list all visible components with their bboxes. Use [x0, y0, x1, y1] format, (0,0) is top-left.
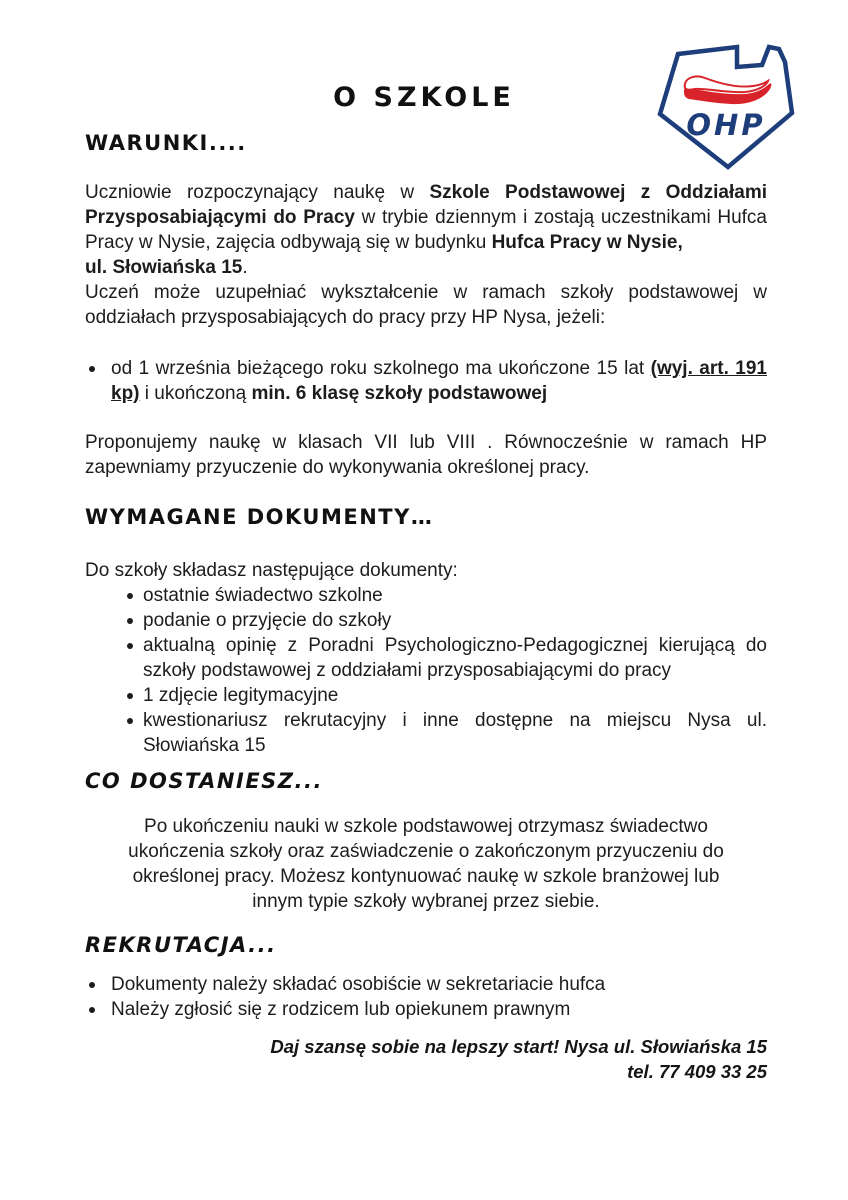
paragraph-conditions-intro: Uczeń może uzupełniać wykształcenie w ramach szkoły podstawowej w oddziałach przysposabiających do pracy przy HP Nysa, jeżeli: [85, 282, 767, 328]
section-rekrutacja [85, 932, 767, 1022]
section-co-dostaniesz [85, 768, 767, 914]
paragraph-outcome: Po ukończeniu nauki w szkole podstawowej otrzymasz świadectwo ukończenia szkoły oraz zaświadczenie o zakończonym przyuczeniu do określonej pracy. Możesz kontynuować naukę w szkole branżowej lub innym typie szkoły wybranej przez siebie. [128, 816, 724, 912]
list-item: aktualną opinię z Poradni Psychologiczno-Pedagogicznej kierującą do szkoły podstawowej z oddziałami przysposabiającymi do pracy [125, 633, 767, 683]
conditions-list [85, 356, 767, 406]
list-item: 1 zdjęcie legitymacyjne [125, 683, 767, 708]
paragraph-classes-offer: Proponujemy naukę w klasach VII lub VIII . Równocześnie w ramach HP zapewniamy przyuczenie do wykonywania określonej pracy. [85, 432, 767, 478]
section-wymagane-dokumenty [85, 504, 767, 758]
heading-rekrutacja: REKRUTACJA... [85, 933, 277, 957]
footer-line-phone: tel. 77 409 33 25 [627, 1061, 767, 1082]
paragraph-documents-intro: Do szkoły składasz następujące dokumenty: [85, 560, 458, 581]
page-title: O SZKOLE [333, 82, 515, 113]
list-item: Należy zgłosić się z rodzicem lub opiekunem prawnym [85, 997, 767, 1022]
heading-wymagane-dokumenty: WYMAGANE DOKUMENTY… [85, 505, 434, 529]
list-item: podanie o przyjęcie do szkoły [125, 608, 767, 633]
document-body [85, 130, 767, 1084]
footer-slogan [85, 1034, 767, 1084]
recruitment-list [85, 972, 767, 1022]
documents-list [85, 583, 767, 758]
section-warunki [85, 130, 767, 480]
list-item: od 1 września bieżącego roku szkolnego ma ukończone 15 lat (wyj. art. 191 kp) i ukończoną min. 6 klasę szkoły podstawowej [85, 356, 767, 406]
heading-warunki: WARUNKI.... [85, 131, 247, 155]
paragraph-enrollment: Uczniowie rozpoczynający naukę w Szkole Podstawowej z Oddziałami Przysposabiającymi do Pracy w trybie dziennym i zostają uczestnikami Hufca Pracy w Nysie, zajęcia odbywają się w budynku Hufca Pracy w Nysie, ul. Słowiańska 15. [85, 182, 768, 278]
footer-line-address: Daj szansę sobie na lepszy start! Nysa ul. Słowiańska 15 [270, 1036, 767, 1057]
list-item: Dokumenty należy składać osobiście w sekretariacie hufca [85, 972, 767, 997]
ohp-logo-text: OHP [686, 108, 766, 142]
heading-co-dostaniesz: CO DOSTANIESZ... [85, 769, 323, 793]
list-item: kwestionariusz rekrutacyjny i inne dostępne na miejscu Nysa ul. Słowiańska 15 [125, 708, 767, 758]
list-item: ostatnie świadectwo szkolne [125, 583, 767, 608]
